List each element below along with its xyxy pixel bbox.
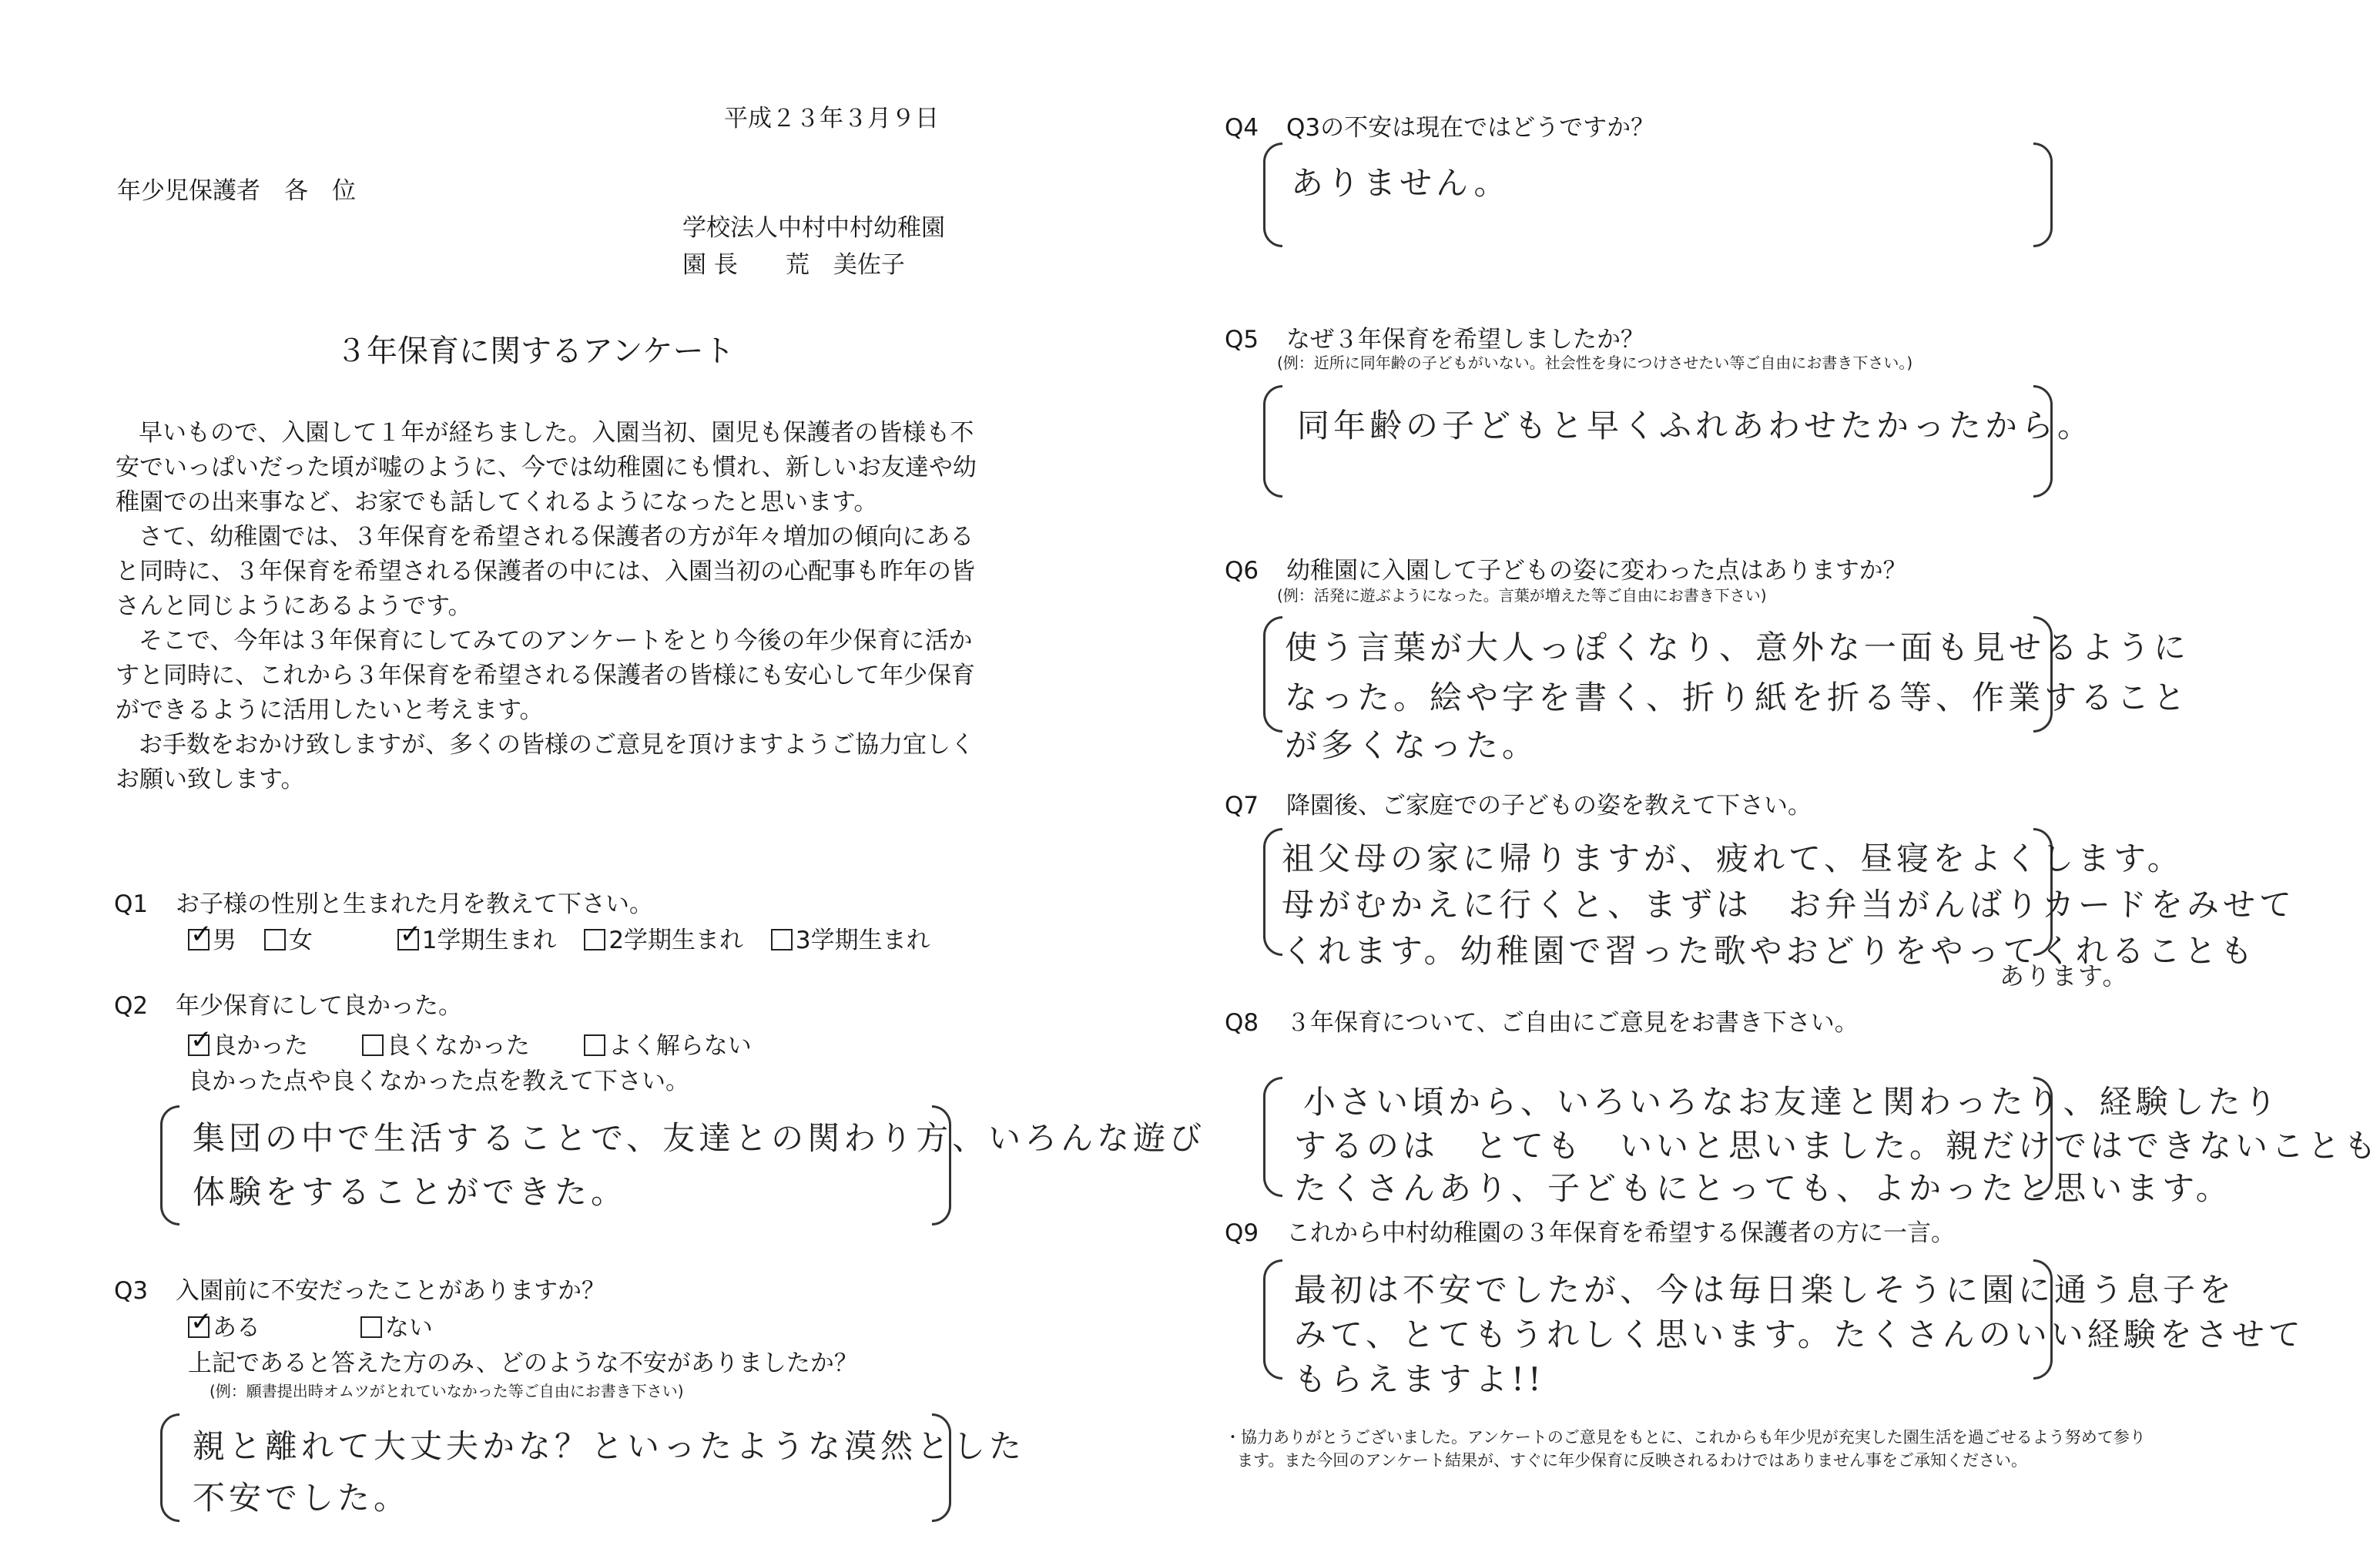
q2-option-not-good[interactable]: 良くなかった [362,1026,530,1061]
footer-line-2: ます。また今回のアンケート結果が、すぐに年少保育に反映されるわけではありません事をご承知ください。 [1237,1451,2028,1470]
q1-option-term2[interactable]: 2学期生まれ [584,920,743,955]
answer-bracket-left [1263,142,1282,247]
q1-option-term3[interactable]: 3学期生まれ [771,920,930,955]
recipient: 年少児保護者 各 位 [117,177,356,205]
q1-option-female[interactable]: 女 [264,920,313,955]
school-name: 学校法人中村中村幼稚園 [682,214,945,242]
q5-answer-line-1: 同年齢の子どもと早くふれあわせたかったから。 [1297,407,2094,444]
checkbox-icon [360,1316,382,1338]
q2-question: Q2 年少保育にして良かった。 [114,992,462,1020]
q3-answer-line-1: 親と離れて大丈夫かな？といったような漠然とした [193,1427,1026,1465]
q2-option-good[interactable]: ✓良かった [188,1026,308,1061]
q2-subquestion: 良かった点や良くなかった点を教えて下さい。 [188,1068,689,1095]
q6-question: Q6 幼稚園に入園して子どもの姿に変わった点はありますか？ [1225,557,1907,585]
q8-answer-line-3: たくさんあり、子どもにとっても、よかったと思います。 [1294,1169,2232,1207]
q1-option-term1[interactable]: ✓ 1学期生まれ [397,920,557,955]
q2-answer-line-2: 体験をすることができた。 [193,1173,628,1211]
q8-answer-line-1: 小さい頃から、いろいろなお友達と関わったり、経験したり [1303,1083,2281,1121]
q8-question: Q8 ３年保育について、ご自由にご意見をお書き下さい。 [1225,1009,1859,1037]
checkbox-checked-icon [188,1034,210,1056]
page-title: ３年保育に関するアンケート [336,334,735,369]
q6-answer-line-1: 使う言葉が大人っぽくなり、意外な一面も見せるように [1285,629,2191,666]
q3-option-yes[interactable]: ✓ある [188,1308,260,1343]
q2-option-unsure[interactable]: よく解らない [584,1026,752,1061]
q6-answer-line-2: なった。絵や字を書く、折り紙を折る等、作業すること [1285,679,2190,716]
q7-answer-line-2: 母がむかえに行くと、まずは お弁当がんばりカードをみせて [1282,886,2296,924]
q3-answer-line-2: 不安でした。 [193,1479,411,1517]
q4-question: Q4 Q3の不安は現在ではどうですか？ [1225,114,1655,142]
q3-question: Q3 入園前に不安だったことがありますか？ [114,1277,605,1305]
answer-bracket-left [1263,385,1282,498]
q1-question: Q1 お子様の性別と生まれた月を教えて下さい。 [114,890,653,918]
date: 平成２３年３月９日 [724,105,939,132]
intro-paragraph-1: 早いもので、入園して１年が経ちました。入園当初、園児も保護者の皆様も不安でいっぱいだった頃が嘘のように、今では幼稚園にも慣れ、新しいお友達や幼稚園での出来事など、お家でも話してくれるようになったと思います。 [116,419,977,516]
intro-paragraph-2: さて、幼稚園では、３年保育を希望される保護者の方が年々増加の傾向にあると同時に、３年保育を希望される保護者の中には、入園当初の心配事も昨年の皆さんと同じようにあるようです。 [116,523,975,620]
q2-options [188,1026,772,1061]
q6-example: (例：活発に遊ぶようになった。言葉が増えた等ご自由にお書き下さい) [1277,586,1767,605]
checkbox-icon [584,1034,605,1056]
q4-answer-line-1: ありません。 [1291,164,1510,202]
q1-option-male[interactable]: ✓男 [188,920,236,955]
q8-answer-line-2: するのは とても いいと思いました。親だけではできないことも [1294,1127,2380,1165]
q7-answer-line-1: 祖父母の家に帰りますが、疲れて、昼寝をよくします。 [1282,840,2184,877]
answer-bracket-left [1263,616,1282,733]
q2-answer-line-1: 集団の中で生活することで、友達との関わり方、いろんな遊び [193,1119,1206,1157]
answer-bracket-left [1263,1259,1282,1380]
q7-answer-line-3: くれます。幼稚園で習った歌やおどりをやってくれることも [1282,932,2257,970]
q7-question: Q7 降園後、ご家庭での子どもの姿を教えて下さい。 [1225,792,1812,820]
q3-subquestion: 上記であると答えた方のみ、どのような不安がありましたか？ [188,1349,858,1377]
q9-question: Q9 これから中村幼稚園の３年保育を希望する保護者の方に一言。 [1225,1219,1955,1247]
checkbox-icon [584,929,605,950]
q5-question: Q5 なぜ３年保育を希望しましたか？ [1225,326,1644,354]
intro-paragraph-4: お手数をおかけ致しますが、多くの皆様のご意見を頂けますようご協力宜しくお願い致します。 [116,731,974,793]
checkbox-icon [771,929,793,950]
q3-option-no[interactable]: ない [360,1308,433,1343]
q6-answer-line-3: が多くなった。 [1285,726,1539,764]
answer-bracket-right [2033,142,2053,247]
checkbox-icon [264,929,286,950]
q1-options [188,920,950,955]
checkbox-checked-icon [188,929,210,950]
footer-line-1: ・協力ありがとうございました。アンケートのご意見をもとに、これからも年少児が充実した園生活を過ごせるよう努めて参り [1225,1428,2146,1447]
q9-answer-line-1: 最初は不安でしたが、今は毎日楽しそうに園に通う息子を [1294,1271,2236,1309]
q9-answer-line-3: もらえますよ!! [1294,1360,1545,1398]
answer-bracket-left [1263,828,1282,956]
checkbox-icon [362,1034,384,1056]
q3-example: (例：願書提出時オムツがとれていなかった等ご自由にお書き下さい) [210,1382,684,1400]
answer-bracket-left [160,1413,179,1522]
answer-bracket-left [160,1105,179,1225]
answer-bracket-left [1263,1077,1282,1197]
checkbox-checked-icon [397,929,419,950]
q5-example: (例：近所に同年齢の子どもがいない。社会性を身につけさせたい等ご自由にお書き下さい。) [1277,354,1913,372]
q7-answer-line-4: あります。 [2000,961,2129,991]
checkbox-checked-icon [188,1316,210,1338]
intro-paragraph-3: そこで、今年は３年保育にしてみてのアンケートをとり今後の年少保育に活かすと同時に、これから３年保育を希望される保護者の皆様にも安心して年少保育ができるように活用したいと考えます。 [116,627,975,724]
q9-answer-line-2: みて、とてもうれしく思います。たくさんのいい経験をさせて [1294,1316,2305,1353]
q3-options [188,1308,453,1343]
principal-name: 園 長 荒 美佐子 [682,251,905,279]
